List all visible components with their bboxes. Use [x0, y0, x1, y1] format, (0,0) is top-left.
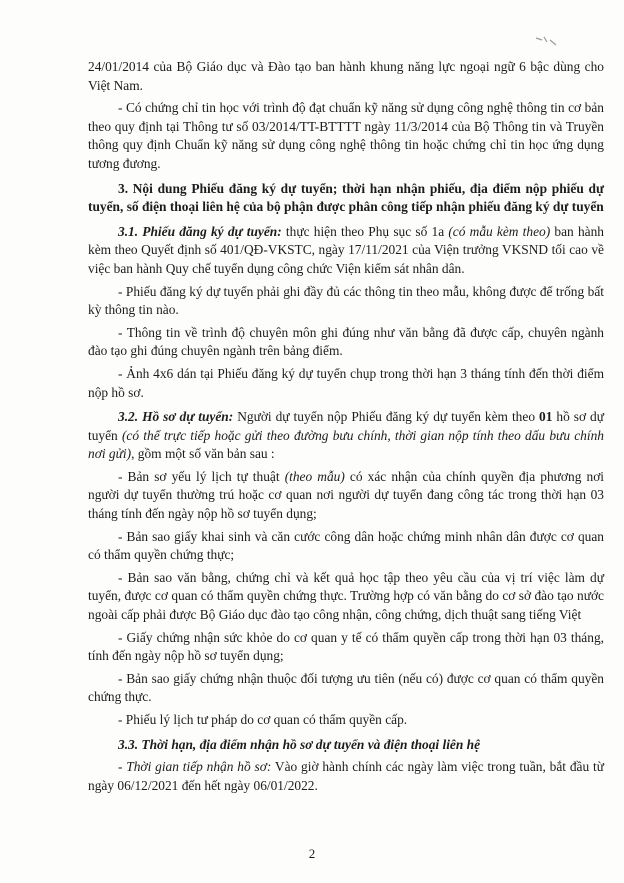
paragraph-photo: - Ảnh 4x6 dán tại Phiếu đăng ký dự tuyển chụp trong thời hạn 3 tháng tính đến thời điểm nộp hồ sơ. — [88, 365, 604, 400]
section-3-1-heading: 3.1. Phiếu đăng ký dự tuyển: — [118, 223, 282, 239]
list-item-cv: - Bản sơ yếu lý lịch tự thuật (theo mẫu) có xác nhận của chính quyền địa phương nơi người dự tuyển thường trú hoặc cơ quan nơi người dự tuyển đang công tác trong thời hạn 03 tháng tính đến ngày nộp hồ sơ tuyển dụng; — [88, 468, 604, 522]
paragraph-language-framework: 24/01/2014 của Bộ Giáo dục và Đào tạo ban hành khung năng lực ngoại ngữ 6 bậc dùng cho Việt Nam. — [88, 59, 604, 93]
section-3-3-heading: 3.3. Thời hạn, địa điểm nhận hồ sơ dự tuyển và điện thoại liên hệ — [118, 736, 481, 752]
paragraph-receiving-time: - Thời gian tiếp nhận hồ sơ: Vào giờ hành chính các ngày làm việc trong tuần, bắt đầu từ ngày 06/12/2021 đến hết ngày 06/01/2022. — [88, 759, 604, 793]
list-item-health-certificate: - Giấy chứng nhận sức khỏe do cơ quan y tế có thẩm quyền cấp trong thời hạn 03 tháng, tính đến ngày nộp hồ sơ tuyển dụng; — [88, 629, 604, 664]
list-item-diplomas: - Bản sao văn bằng, chứng chỉ và kết quả học tập theo yêu cầu của vị trí việc làm dự tuyển, được cơ quan có thẩm quyền chứng thực. Trường hợp có văn bằng do cơ sở đào tạo nước ngoài cấp phải được Bộ Giáo dục đào tạo công nhận, công chứng, dịch thuật sang tiếng Việt — [88, 569, 604, 623]
paragraph-qualification-info: - Thông tin về trình độ chuyên môn ghi đúng như văn bằng đã được cấp, chuyên ngành đào tạo ghi đúng chuyên ngành trên bảng điểm. — [88, 324, 604, 359]
section-3-2-paragraph: 3.2. Hồ sơ dự tuyển: Người dự tuyển nộp Phiếu đăng ký dự tuyển kèm theo 01 hồ sơ dự tuyển (có thể trực tiếp hoặc gửi theo đường bưu chính, thời gian nộp tính theo dấu bưu chính nơi gửi), gồm một số văn bản sau : — [88, 409, 604, 462]
paragraph-form-complete: - Phiếu đăng ký dự tuyển phải ghi đầy đủ các thông tin theo mẫu, không được để trống bất kỳ thông tin nào. — [88, 283, 604, 318]
section-3-2-heading: 3.2. Hồ sơ dự tuyển: — [118, 409, 234, 425]
list-item-criminal-record: - Phiếu lý lịch tư pháp do cơ quan có thẩm quyền cấp. — [118, 712, 408, 727]
scan-smudge-mark — [534, 34, 558, 48]
list-item-birth-certificate: - Bản sao giấy khai sinh và căn cước công dân hoặc chứng minh nhân dân được cơ quan có thẩm quyền chứng thực; — [88, 528, 604, 563]
paragraph-it-certificate: - Có chứng chỉ tin học với trình độ đạt chuẩn kỹ năng sử dụng công nghệ thông tin cơ bản theo quy định tại Thông tư số 03/2014/TT-BTTTT ngày 11/3/2014 của Bộ Thông tin và Truyền thông quy định Chuẩn kỹ năng sử dụng công nghệ thông tin hoặc chứng chỉ tin học ứng dụng tương đương. — [88, 100, 604, 171]
section-3-1-paragraph: 3.1. Phiếu đăng ký dự tuyển: thực hiện theo Phụ sục số 1a (có mẫu kèm theo) ban hành kèm theo Quyết định số 401/QĐ-VKSTC, ngày 17/11/2021 của Viện trưởng VKSND tối cao về việc ban hành Quy chế tuyển dụng công chức Viện kiểm sát nhân dân. — [88, 223, 604, 276]
page-number: 2 — [308, 846, 316, 861]
section-3-heading: 3. Nội dung Phiếu đăng ký dự tuyển; thời hạn nhận phiếu, địa điểm nộp phiếu dự tuyển, số điện thoại liên hệ của bộ phận được phân công tiếp nhận phiếu đăng ký dự tuyển — [88, 180, 604, 215]
list-item-priority-certificate: - Bản sao giấy chứng nhận thuộc đối tượng ưu tiên (nếu có) được cơ quan có thẩm quyền chứng thực. — [88, 670, 604, 705]
document-body — [88, 58, 604, 799]
